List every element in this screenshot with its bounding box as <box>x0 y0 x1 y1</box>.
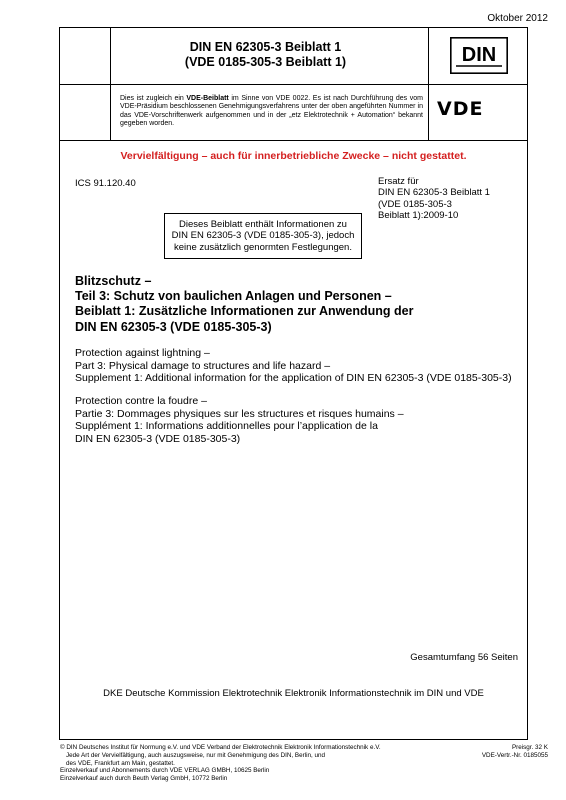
document-title <box>110 40 421 70</box>
title-line: (VDE 0185-305-3 Beiblatt 1) <box>184 55 347 69</box>
price-group: Preisgr. 32 K <box>511 744 548 751</box>
footer-line: Einzelverkauf und Abonnements durch VDE VERLAG GMBH, 10625 Berlin <box>60 767 270 775</box>
footer-price <box>482 744 548 760</box>
title-french-line: Supplément 1: Informations additionnelles pour l’application de la <box>75 420 378 432</box>
din-logo <box>450 37 508 74</box>
vde-logo: VDE <box>437 98 484 120</box>
title-english-line: Protection against lightning – <box>75 347 210 359</box>
footer-line: © DIN Deutsches Institut für Normung e.V. und VDE Verband der Elektrotechnik Elektronik Informationstechnik e.V. <box>60 744 381 751</box>
vde-note-bold: VDE-Beiblatt <box>186 95 229 102</box>
order-number: VDE-Vertr.-Nr. 0185055 <box>481 751 548 759</box>
replacement-line: Beiblatt 1):2009-10 <box>378 209 459 221</box>
vde-note-text: Dies ist zugleich ein <box>120 95 187 102</box>
title-german-line: Blitzschutz – <box>75 274 152 288</box>
title-french-line: Protection contre la foudre – <box>75 395 207 407</box>
vde-note-text: im Sinne von VDE 0022. Es ist nach Durchführung des vom VDE-Präsidium beschlossenen Genehmigungsverfahrens unter der oben angeführten Nummer in das VDE-Vorschriftenwerk aufgenommen und in der „etz Elektrotechnik + Automation“ bekannt gegeben worden. <box>120 95 423 127</box>
info-line: keine zusätzlich genormten Festlegungen. <box>174 241 352 253</box>
footer-line: des VDE, Frankfurt am Main, gestattet. <box>66 759 175 767</box>
footer-copyright <box>60 744 420 783</box>
replacement-line: Ersatz für <box>378 176 419 187</box>
din-logo-text: DIN <box>461 44 497 66</box>
divider <box>428 27 429 140</box>
info-line: DIN EN 62305-3 (VDE 0185-305-3), jedoch <box>171 230 355 242</box>
dke-line: DKE Deutsche Kommission Elektrotechnik Elektronik Informationstechnik im DIN und VDE <box>103 688 484 699</box>
title-german <box>75 274 515 335</box>
title-french <box>75 395 525 445</box>
title-french-line: Partie 3: Dommages physiques sur les structures et risques humains – <box>75 407 404 420</box>
replacement-line: (VDE 0185-305-3 <box>378 198 452 210</box>
title-english-line: Supplement 1: Additional information for the application of DIN EN 62305-3 (VDE 0185-305-3) <box>75 372 512 384</box>
title-english-line: Part 3: Physical damage to structures and life hazard – <box>75 359 331 372</box>
replacement-line: DIN EN 62305-3 Beiblatt 1 <box>378 187 490 199</box>
title-french-line: DIN EN 62305-3 (VDE 0185-305-3) <box>75 432 241 445</box>
total-pages: Gesamtumfang 56 Seiten <box>410 652 518 663</box>
info-line: Dieses Beiblatt enthält Informationen zu <box>179 219 347 230</box>
vde-note <box>120 95 423 128</box>
ics-code: ICS 91.120.40 <box>75 178 136 189</box>
replacement-info <box>378 176 490 221</box>
title-german-line: DIN EN 62305-3 (VDE 0185-305-3) <box>75 319 272 334</box>
footer-line: Einzelverkauf auch durch Beuth Verlag GmbH, 10772 Berlin <box>60 775 228 783</box>
title-english <box>75 347 525 385</box>
reproduction-notice: Vervielfältigung – auch für innerbetriebliche Zwecke – nicht gestattet. <box>120 150 467 162</box>
title-line: DIN EN 62305-3 Beiblatt 1 <box>189 40 342 54</box>
divider <box>59 140 528 141</box>
footer-line: Jede Art der Vervielfältigung, auch auszugsweise, nur mit Genehmigung des DIN, Berlin, und <box>66 751 326 759</box>
publication-date: Oktober 2012 <box>487 13 548 24</box>
title-german-line: Beiblatt 1: Zusätzliche Informationen zur Anwendung der <box>75 304 414 319</box>
divider <box>59 84 528 85</box>
info-box <box>164 213 362 259</box>
title-german-line: Teil 3: Schutz von baulichen Anlagen und Personen – <box>75 289 392 304</box>
